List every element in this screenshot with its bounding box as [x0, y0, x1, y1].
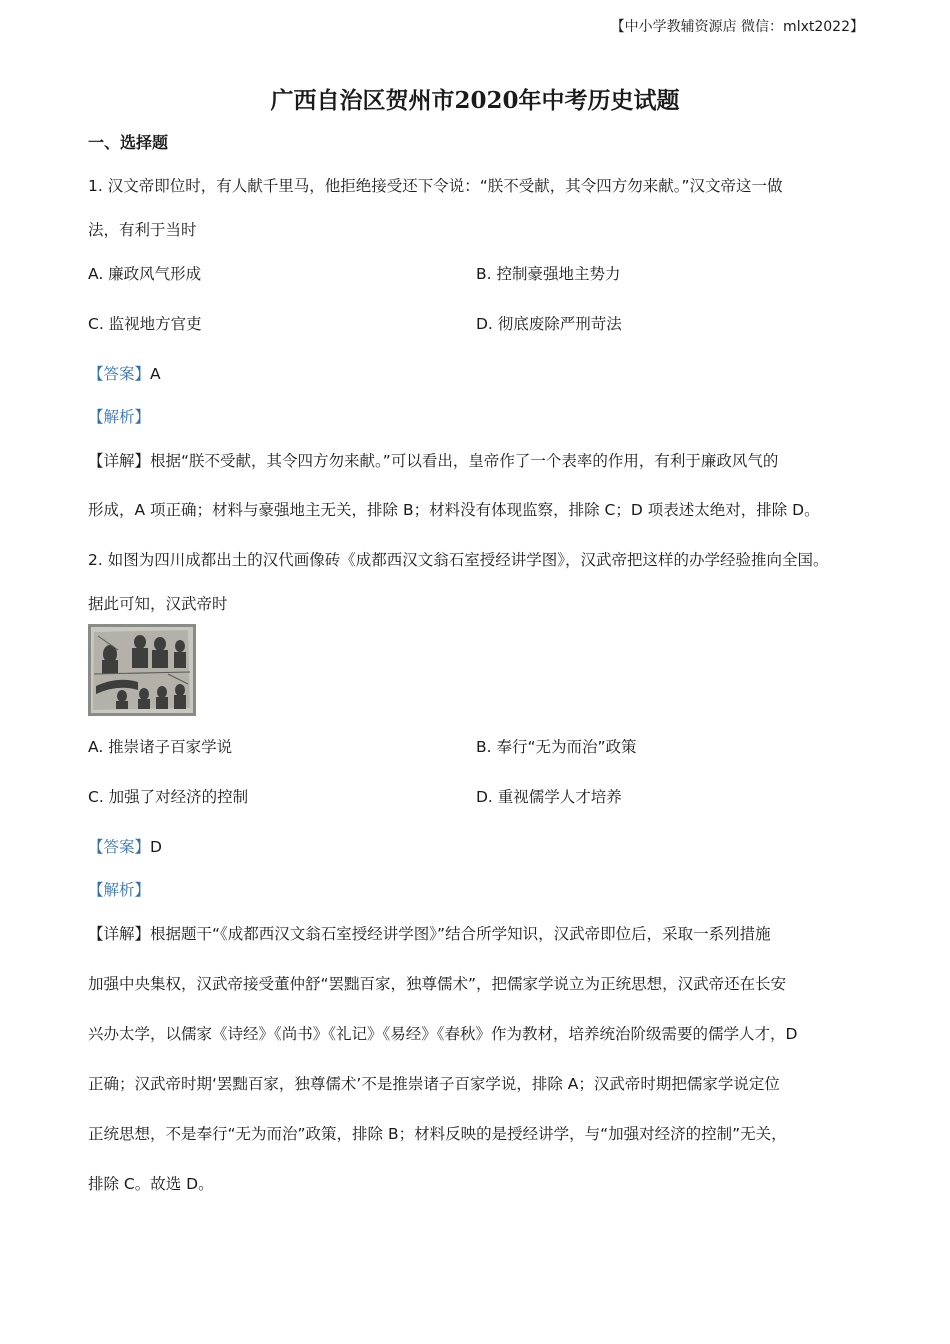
q1-option-c: C. 监视地方官吏 — [88, 315, 202, 333]
q2-stem-line1: 2. 如图为四川成都出土的汉代画像砖《成都西汉文翁石室授经讲学图》，汉武帝把这样的办学经验推向全国。 — [88, 551, 829, 569]
han-brick-relief-image — [88, 624, 196, 716]
q1-detail-line1 — [88, 449, 778, 471]
detail-label: 【详解】 — [88, 925, 151, 943]
header-note: 【中小学教辅资源店 微信：mlxt2022】 — [610, 19, 864, 35]
q1-detail-line2: 形成，A 项正确；材料与豪强地主无关，排除 B；材料没有体现监察，排除 C；D 项表述太绝对，排除 D。 — [88, 501, 820, 519]
answer-value: A — [150, 365, 161, 383]
q2-detail-line6: 排除 C。故选 D。 — [88, 1175, 214, 1193]
q1-option-a: A. 廉政风气形成 — [88, 265, 202, 283]
detail-text: 根据题干“《成都西汉文翁石室授经讲学图》”结合所学知识，汉武帝即位后，采取一系列措施 — [150, 925, 771, 943]
answer-label: 【答案】 — [88, 365, 151, 383]
q2-stem-line2: 据此可知，汉武帝时 — [88, 595, 228, 613]
q2-option-d: D. 重视儒学人才培养 — [476, 788, 622, 806]
q2-detail-line1 — [88, 922, 771, 944]
q1-analysis-label: 【解析】 — [88, 408, 151, 426]
q1-option-b: B. 控制豪强地主势力 — [476, 265, 621, 283]
section-heading: 一、选择题 — [88, 133, 169, 152]
q2-detail-line4: 正确；汉武帝时期‘罢黜百家，独尊儒术’不是推崇诸子百家学说，排除 A；汉武帝时期把儒家学说定位 — [88, 1075, 780, 1093]
detail-text: 根据“朕不受献，其令四方勿来献。”可以看出，皇帝作了一个表率的作用，有利于廉政风气的 — [150, 452, 779, 470]
page-title: 广西自治区贺州市2020年中考历史试题 — [270, 87, 680, 114]
q2-option-a: A. 推崇诸子百家学说 — [88, 738, 233, 756]
q1-stem-line2: 法，有利于当时 — [88, 221, 197, 239]
q2-answer — [88, 835, 162, 857]
answer-value: D — [150, 838, 162, 856]
q2-analysis-label: 【解析】 — [88, 881, 151, 899]
answer-label: 【答案】 — [88, 838, 151, 856]
q1-stem-line1: 1. 汉文帝即位时，有人献千里马，他拒绝接受还下令说：“朕不受献，其令四方勿来献。”汉文帝这一做 — [88, 177, 783, 195]
q1-answer — [88, 362, 161, 384]
q2-detail-line5: 正统思想，不是奉行“无为而治”政策，排除 B；材料反映的是授经讲学，与“加强对经济的控制”无关， — [88, 1125, 787, 1143]
q2-option-b: B. 奉行“无为而治”政策 — [476, 738, 637, 756]
q2-detail-line3: 兴办太学，以儒家《诗经》《尚书》《礼记》《易经》《春秋》作为教材，培养统治阶级需要的儒学人才，D — [88, 1025, 798, 1043]
q1-option-d: D. 彻底废除严刑苛法 — [476, 315, 622, 333]
q2-detail-line2: 加强中央集权，汉武帝接受董仲舒“罢黜百家，独尊儒术”，把儒家学说立为正统思想，汉武帝还在长安 — [88, 975, 787, 993]
detail-label: 【详解】 — [88, 452, 151, 470]
q2-option-c: C. 加强了对经济的控制 — [88, 788, 249, 806]
